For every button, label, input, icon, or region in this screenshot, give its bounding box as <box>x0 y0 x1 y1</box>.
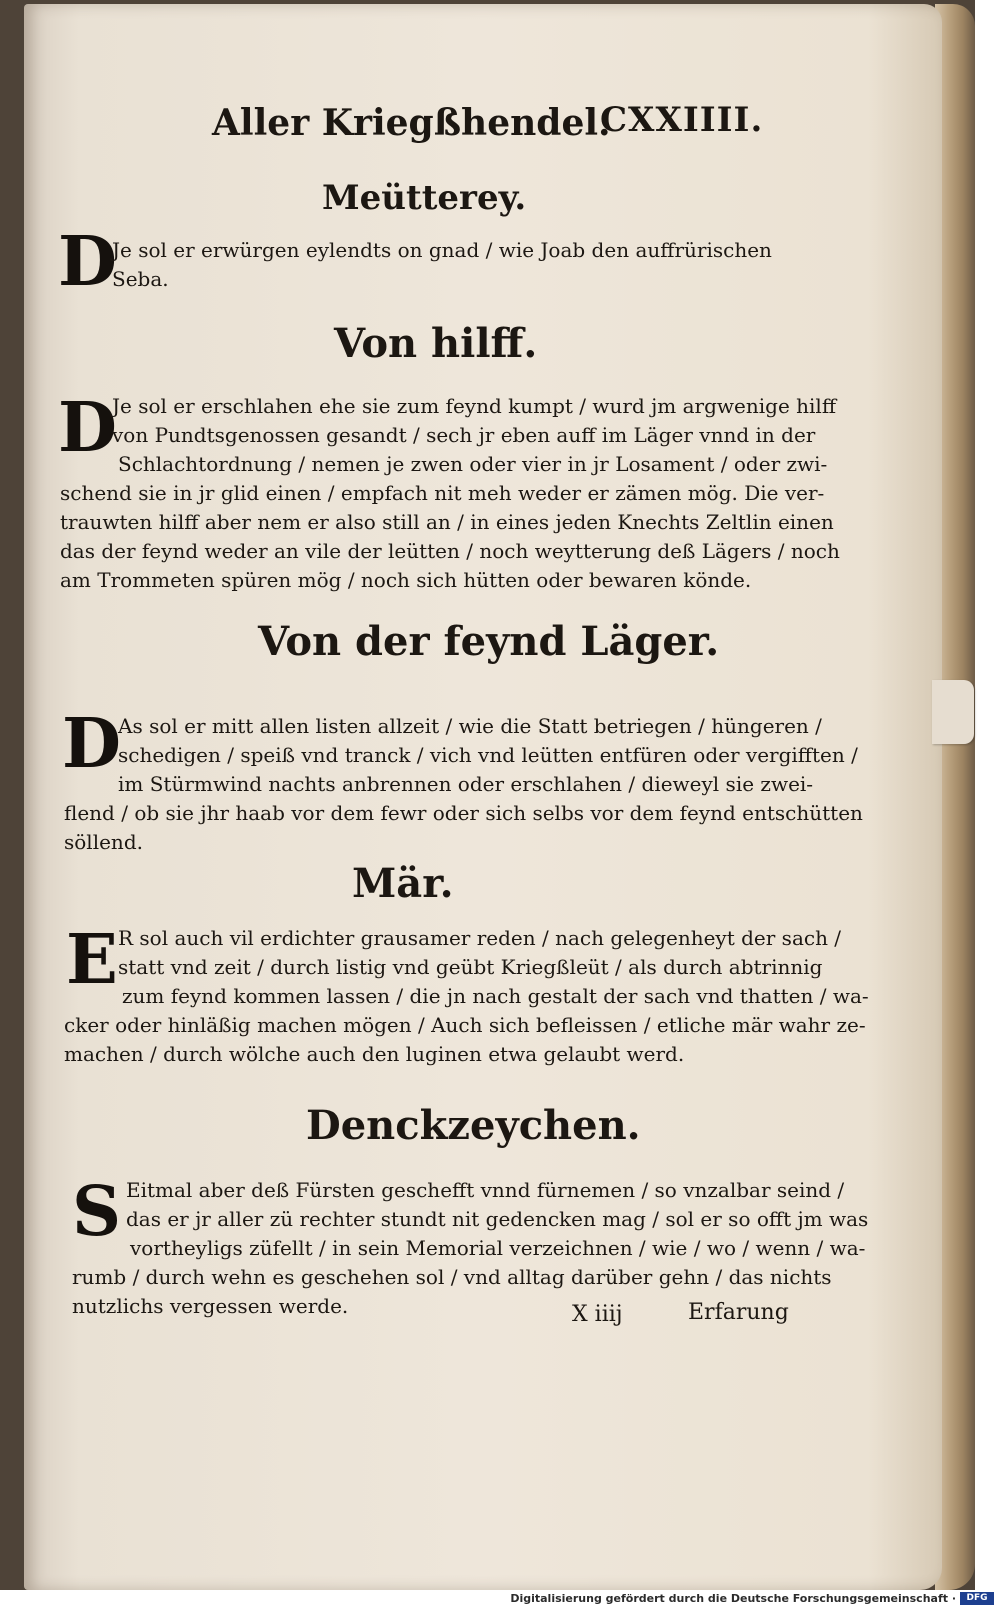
text-line: Seba. <box>112 267 169 291</box>
catchword: Erfarung <box>688 1300 789 1325</box>
text-line: statt vnd zeit / durch listig vnd geübt Kriegßleüt / als durch abtrinnig <box>118 955 823 979</box>
text-line: vortheyligs züfellt / in sein Memorial verzeichnen / wie / wo / wenn / wa- <box>130 1236 866 1260</box>
section-paragraph <box>112 392 837 450</box>
section-heading-von-hilff: Von hilff. <box>334 320 538 367</box>
section-paragraph <box>118 924 842 982</box>
text-line: Je sol er erschlahen ehe sie zum feynd kumpt / wurd jm argwenige hilff <box>112 394 837 418</box>
text-line: cker oder hinläßig machen mögen / Auch sich befleissen / etliche mär wahr ze- <box>64 1013 866 1037</box>
drop-initial: E <box>66 920 118 1000</box>
section-paragraph <box>126 1176 869 1234</box>
text-line: As sol er mitt allen listen allzeit / wie die Statt betriegen / hüngeren / <box>118 714 822 738</box>
drop-initial: D <box>58 222 117 302</box>
text-line: das er jr aller zü rechter stundt nit gedencken mag / sol er so offt jm was <box>126 1207 869 1231</box>
section-heading-von-der-feynd-laeger: Von der feynd Läger. <box>258 618 720 665</box>
text-line: nutzlichs vergessen werde. <box>72 1294 349 1318</box>
section-heading-maer: Mär. <box>352 860 454 907</box>
section-paragraph-continued <box>60 450 840 595</box>
text-line: das der feynd weder an vile der leütten / noch weytterung deß Lägers / noch <box>60 539 840 563</box>
text-line: Je sol er erwürgen eylendts on gnad / wie Joab den auffrürischen <box>112 238 772 262</box>
section-paragraph <box>112 236 774 294</box>
section-paragraph-continued <box>64 799 863 857</box>
text-line: schend sie in jr glid einen / empfach nit meh weder er zämen mög. Die ver- <box>60 481 825 505</box>
text-line: zum feynd kommen lassen / die jn nach gestalt der sach vnd thatten / wa- <box>122 984 869 1008</box>
section-paragraph <box>118 712 858 799</box>
section-paragraph-continued <box>72 1234 866 1321</box>
folio-number: CXXIIII. <box>600 100 764 140</box>
text-line: am Trommeten spüren mög / noch sich hütten oder bewaren könde. <box>60 568 752 592</box>
dfg-logo: DFG <box>960 1592 994 1605</box>
text-line: machen / durch wölche auch den luginen etwa gelaubt werd. <box>64 1042 685 1066</box>
running-title: Aller Kriegßhendel. <box>212 102 611 144</box>
text-line: Schlachtordnung / nemen je zwen oder vier in jr Losament / oder zwi- <box>118 452 828 476</box>
text-line: R sol auch vil erdichter grausamer reden / nach gelegenheyt der sach / <box>118 926 842 950</box>
text-line: im Stürmwind nachts anbrennen oder erschlahen / dieweyl sie zwei- <box>118 772 814 796</box>
section-heading-denckzeychen: Denckzeychen. <box>306 1102 641 1149</box>
drop-initial: D <box>58 388 117 468</box>
section-heading-meuetterey: Meütterey. <box>322 178 527 218</box>
text-line: trauwten hilff aber nem er also still an / in eines jeden Knechts Zeltlin einen <box>60 510 834 534</box>
text-line: schedigen / speiß vnd tranck / vich vnd leütten entfüren oder vergifften / <box>118 743 858 767</box>
drop-initial: S <box>72 1172 122 1252</box>
text-line: flend / ob sie jhr haab vor dem fewr oder sich selbs vor dem feynd entschütten <box>64 801 863 825</box>
drop-initial: D <box>62 704 121 784</box>
text-line: söllend. <box>64 830 143 854</box>
text-line: von Pundtsgenossen gesandt / sech jr eben auff im Läger vnnd in der <box>112 423 816 447</box>
footer-credit: Digitalisierung gefördert durch die Deutsche Forschungsgemeinschaft · <box>510 1592 956 1605</box>
signature-mark: X iiij <box>572 1302 623 1327</box>
text-line: rumb / durch wehn es geschehen sol / vnd alltag darüber gehn / das nichts <box>72 1265 832 1289</box>
section-paragraph-continued <box>64 982 869 1069</box>
text-line: Eitmal aber deß Fürsten geschefft vnnd fürnemen / so vnzalbar seind / <box>126 1178 845 1202</box>
